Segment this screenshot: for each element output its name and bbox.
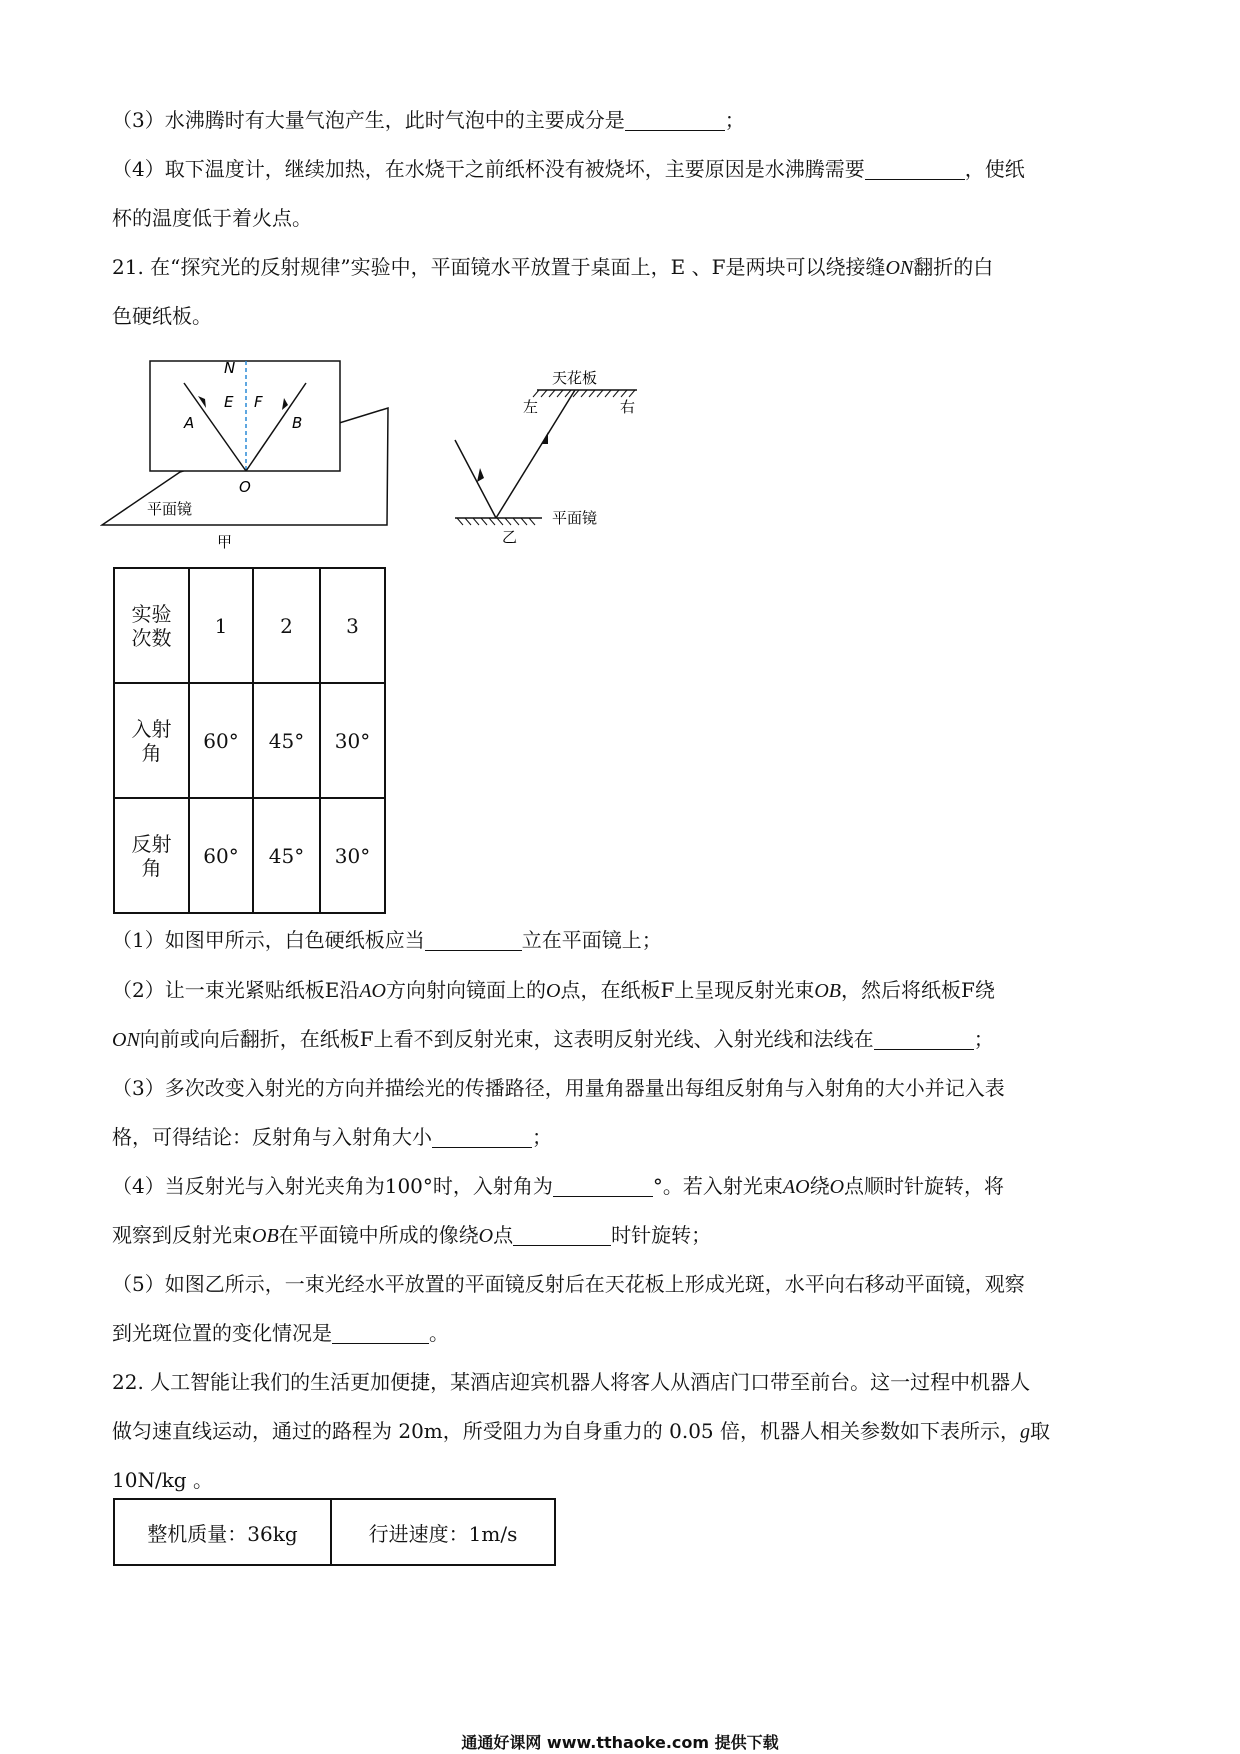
figure-jia xyxy=(100,350,400,560)
table-row xyxy=(114,568,385,683)
answer-blank[interactable] xyxy=(553,1174,653,1197)
row-header: 实验 次数 xyxy=(114,568,189,683)
label-right: 右 xyxy=(620,398,636,416)
row-header: 入射 角 xyxy=(114,683,189,798)
q20-part4-line2: 杯的温度低于着火点。 xyxy=(112,206,312,230)
label-f: F xyxy=(254,393,263,411)
table-cell: 2 xyxy=(253,568,320,683)
table-cell: 30° xyxy=(320,798,385,913)
q21-part4-line2: 观察到反射光束OB在平面镜中所成的像绕O点 时针旋转； xyxy=(112,1223,712,1247)
q22-line1: 22. 人工智能让我们的生活更加便捷，某酒店迎宾机器人将客人从酒店门口带至前台。这一过程中机器人 xyxy=(112,1370,1031,1394)
table-cell: 45° xyxy=(253,683,320,798)
label-ceiling: 天花板 xyxy=(552,369,598,387)
mass-cell: 整机质量：36kg xyxy=(114,1499,331,1565)
q21-part4-line1: （4）当反射光与入射光夹角为100°时，入射角为 °。若入射光束AO绕O点顺时针旋转，将 xyxy=(112,1174,1005,1198)
caption-jia: 甲 xyxy=(217,533,233,551)
label-left: 左 xyxy=(523,398,539,416)
label-n: N xyxy=(224,359,236,377)
q21-part2-line1: （2）让一束光紧贴纸板E沿AO方向射向镜面上的O点，在纸板F上呈现反射光束OB，然后将纸板F绕 xyxy=(112,978,995,1002)
speed-cell: 行进速度：1m/s xyxy=(331,1499,555,1565)
table-cell: 60° xyxy=(189,683,253,798)
figure-yi xyxy=(440,360,650,545)
q21-part5-line1: （5）如图乙所示，一束光经水平放置的平面镜反射后在天花板上形成光斑，水平向右移动平面镜，观察 xyxy=(112,1272,1025,1296)
table-cell: 60° xyxy=(189,798,253,913)
label-b: B xyxy=(292,414,303,432)
robot-params-table xyxy=(113,1498,556,1566)
q22-line3: 10N/kg 。 xyxy=(112,1468,213,1492)
table-cell: 3 xyxy=(320,568,385,683)
q21-intro-line1: 21. 在“探究光的反射规律”实验中，平面镜水平放置于桌面上，E 、F是两块可以绕接缝ON翻折的白 xyxy=(112,255,994,279)
table-cell: 1 xyxy=(189,568,253,683)
experiment-table xyxy=(113,567,386,914)
label-mirror: 平面镜 xyxy=(552,509,598,527)
label-a: A xyxy=(184,414,195,432)
q21-part5-line2: 到光斑位置的变化情况是 。 xyxy=(112,1321,449,1345)
q21-part1: （1）如图甲所示，白色硬纸板应当 立在平面镜上； xyxy=(112,928,662,952)
answer-blank[interactable] xyxy=(332,1321,429,1344)
label-o: O xyxy=(239,478,251,496)
q21-part3-line1: （3）多次改变入射光的方向并描绘光的传播路径，用量角器量出每组反射角与入射角的大小并记入表 xyxy=(112,1076,1005,1100)
q21-part3-line2: 格，可得结论：反射角与入射角大小 ； xyxy=(112,1125,552,1149)
row-header: 反射 角 xyxy=(114,798,189,913)
q20-part4-line1: （4）取下温度计，继续加热，在水烧干之前纸杯没有被烧坏，主要原因是水沸腾需要 ，使纸 xyxy=(112,157,1025,181)
label-e: E xyxy=(224,393,234,411)
label-mirror: 平面镜 xyxy=(147,500,193,518)
answer-blank[interactable] xyxy=(432,1125,532,1148)
footer-credit: 通通好课网 www.tthaoke.com 提供下载 xyxy=(461,1733,779,1752)
answer-blank[interactable] xyxy=(425,928,522,951)
answer-blank[interactable] xyxy=(865,157,965,180)
q20-part3: （3）水沸腾时有大量气泡产生，此时气泡中的主要成分是 ； xyxy=(112,108,745,132)
answer-blank[interactable] xyxy=(513,1223,611,1246)
caption-yi: 乙 xyxy=(502,528,518,545)
table-cell: 30° xyxy=(320,683,385,798)
q21-part2-line2: ON向前或向后翻折，在纸板F上看不到反射光束，这表明反射光线、入射光线和法线在 ； xyxy=(112,1027,994,1051)
table-row xyxy=(114,1499,555,1565)
q22-line2: 做匀速直线运动，通过的路程为 20m，所受阻力为自身重力的 0.05 倍，机器人相关参数如下表所示，g取 xyxy=(112,1419,1051,1443)
table-row xyxy=(114,683,385,798)
table-cell: 45° xyxy=(253,798,320,913)
answer-blank[interactable] xyxy=(625,108,725,131)
table-row xyxy=(114,798,385,913)
answer-blank[interactable] xyxy=(874,1027,974,1050)
q21-intro-line2: 色硬纸板。 xyxy=(112,304,212,328)
